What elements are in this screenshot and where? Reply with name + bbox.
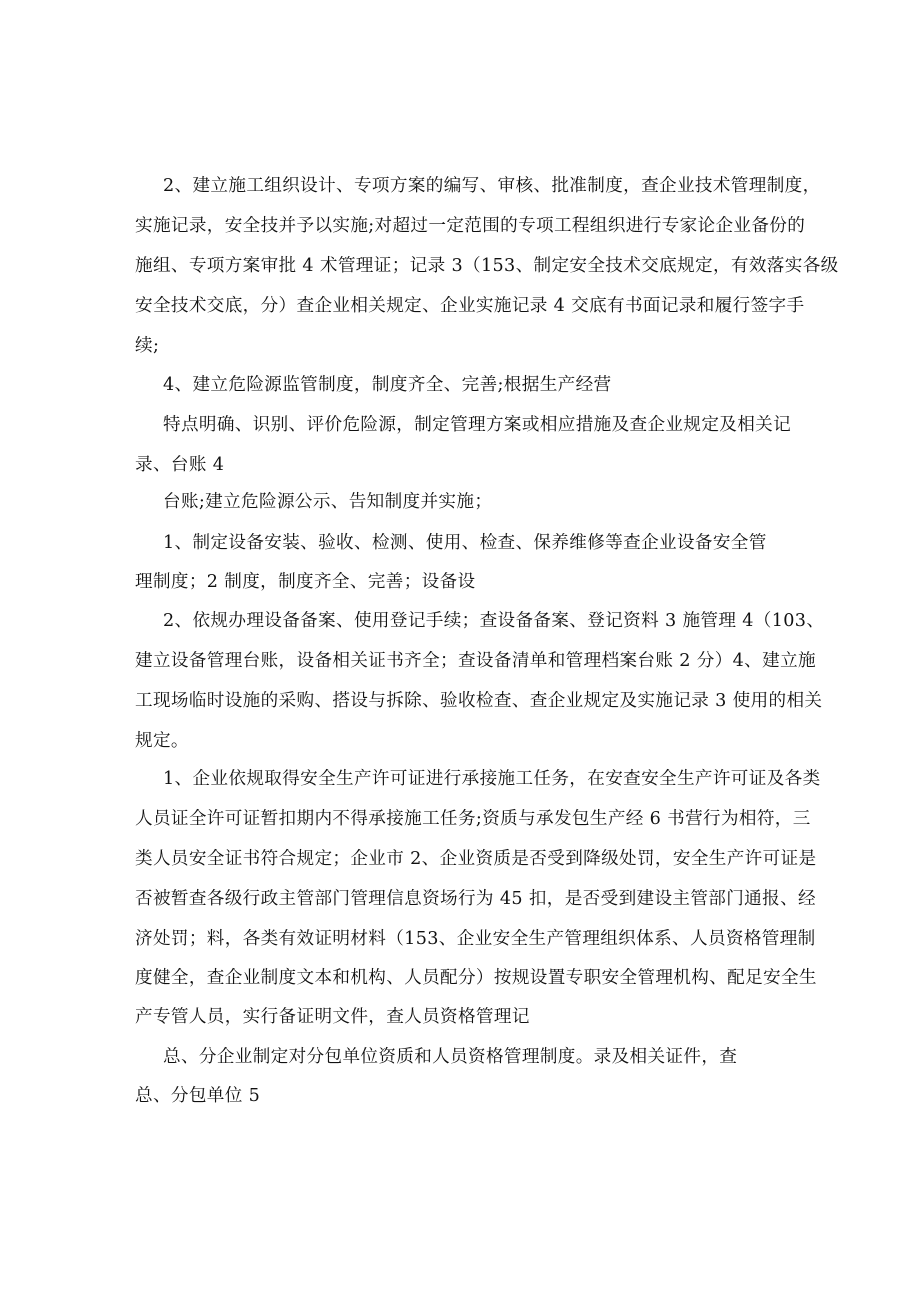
paragraph-8-line-2: 总、分包单位 5 <box>135 1086 261 1106</box>
paragraph-6-line-2: 建立设备管理台账，设备相关证书齐全；查设备清单和管理档案台账 2 分）4、建立施 <box>135 651 816 671</box>
paragraph-1-line-4: 安全技术交底，分）查企业相关规定、企业实施记录 4 交底有书面记录和履行签字手 <box>135 296 805 316</box>
paragraph-7-line-2: 人员证全许可证暂扣期内不得承接施工任务;资质与承发包生产经 6 书营行为相符，三 <box>135 809 811 829</box>
paragraph-1-line-3: 施组、专项方案审批 4 术管理证；记录 3（153、制定安全技术交底规定，有效落实各级 <box>135 256 839 276</box>
paragraph-5-line-1: 1、制定设备安装、验收、检测、使用、检查、保养维修等查企业设备安全管 <box>163 533 767 553</box>
paragraph-4-line-1: 台账;建立危险源公示、告知制度并实施； <box>163 492 493 512</box>
paragraph-6-line-4: 规定。 <box>135 731 189 751</box>
paragraph-7-line-3: 类人员安全证书符合规定；企业市 2、企业资质是否受到降级处罚，安全生产许可证是 <box>135 849 817 869</box>
paragraph-7-line-7: 产专管人员，实行备证明文件，查人员资格管理记 <box>135 1007 530 1027</box>
paragraph-7-line-4: 否被暂查各级行政主管部门管理信息资场行为 45 扣，是否受到建设主管部门通报、经 <box>135 889 816 909</box>
paragraph-1-line-2: 实施记录，安全技并予以实施;对超过一定范围的专项工程组织进行专家论企业备份的 <box>135 216 806 236</box>
paragraph-2-line-1: 4、建立危险源监管制度，制度齐全、完善;根据生产经营 <box>163 375 612 395</box>
paragraph-7-line-5: 济处罚；料，各类有效证明材料（153、企业安全生产管理组织体系、人员资格管理制 <box>135 929 816 949</box>
paragraph-6-line-1: 2、依规办理设备备案、使用登记手续；查设备备案、登记资料 3 施管理 4（103、 <box>163 611 825 631</box>
paragraph-3-line-2: 录、台账 4 <box>135 455 225 475</box>
paragraph-7-line-1: 1、企业依规取得安全生产许可证进行承接施工任务，在安查安全生产许可证及各类 <box>163 769 821 789</box>
paragraph-3-line-1: 特点明确、识别、评价危险源，制定管理方案或相应措施及查企业规定及相关记 <box>163 415 792 435</box>
paragraph-8-line-1: 总、分企业制定对分包单位资质和人员资格管理制度。录及相关证件，查 <box>163 1047 738 1067</box>
paragraph-1-line-5: 续; <box>135 336 160 356</box>
paragraph-7-line-6: 度健全，查企业制度文本和机构、人员配分）按规设置专职安全管理机构、配足安全生 <box>135 968 817 988</box>
paragraph-1-line-1: 2、建立施工组织设计、专项方案的编写、审核、批准制度，查企业技术管理制度， <box>163 176 821 196</box>
paragraph-6-line-3: 工现场临时设施的采购、搭设与拆除、验收检查、查企业规定及实施记录 3 使用的相关 <box>135 691 823 711</box>
paragraph-5-line-2: 理制度；2 制度，制度齐全、完善；设备设 <box>135 572 476 592</box>
